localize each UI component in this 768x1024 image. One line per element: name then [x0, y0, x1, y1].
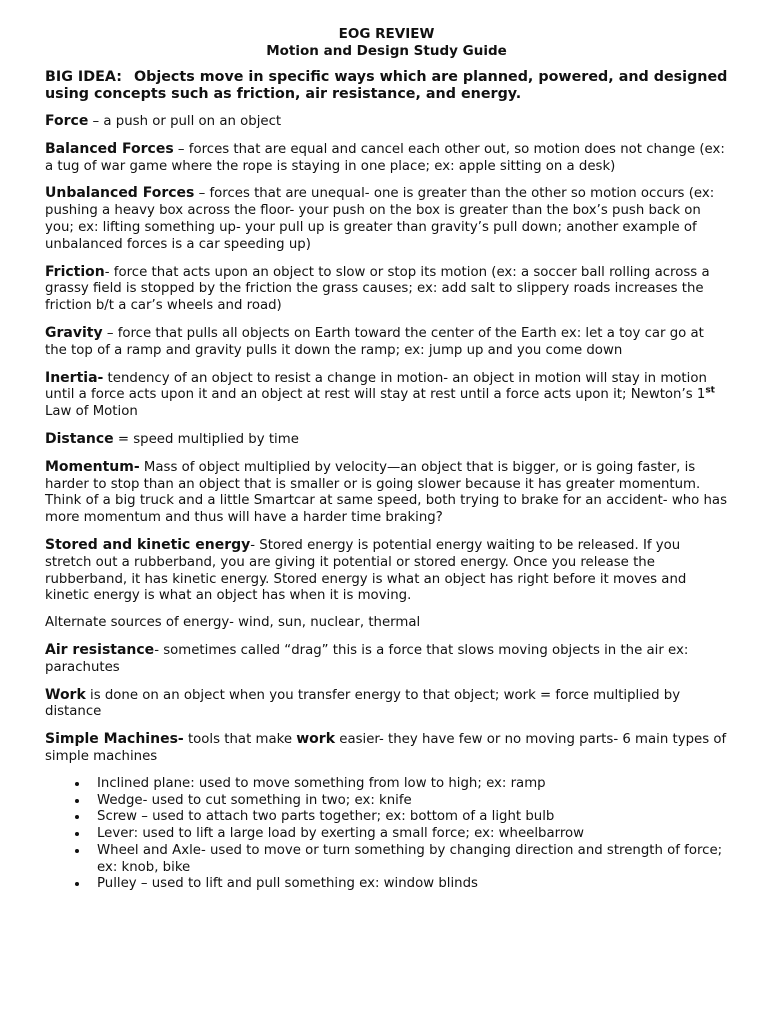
list-item: • Wheel and Axle- used to move or turn something by changing direction and strength of force; ex: knob, bike — [89, 843, 728, 877]
definition-stored-kinetic-energy-text: - Stored energy is potential energy waiting to be released. If you stretch out a rubberband, you are giving it potential or stored energy. Once you release the rubberband, it has kinetic energy. Stored energy is what an object has right before it moves and kinetic energy is what an object has when it is moving. — [45, 537, 687, 604]
list-item: • Lever: used to lift a large load by exerting a small force; ex: wheelbarrow — [89, 826, 728, 843]
term-distance: Distance — [45, 430, 114, 447]
list-item: • Screw – used to attach two parts together; ex: bottom of a light bulb — [89, 809, 728, 826]
definition-balanced-forces — [45, 141, 728, 176]
definition-force — [45, 113, 728, 131]
term-stored-kinetic-energy: Stored and kinetic energy — [45, 536, 251, 553]
definition-friction-text: - force that acts upon an object to slow or stop its motion (ex: a soccer ball rolling across a grassy field is stopped by the friction the grass causes; ex: add salt to slippery roads increases the friction b/t a car’s wheels and road) — [45, 264, 710, 314]
document-header — [45, 26, 728, 60]
definition-unbalanced-forces-text: – forces that are unequal- one is greater than the other so motion occurs (ex: pushing a heavy box across the floor- your push on the box is greater than the box’s push back on you; ex: lifting something up- your pull up is greater than gravity’s pull down; another example of unbalanced forces is a car speeding up) — [45, 186, 715, 252]
term-inertia: Inertia- — [45, 369, 104, 386]
definition-gravity — [45, 325, 728, 360]
definition-simple-machines-text: tools that make — [183, 732, 297, 748]
definition-distance — [45, 431, 728, 449]
definition-air-resistance — [45, 642, 728, 677]
definition-gravity-text: – force that pulls all objects on Earth toward the center of the Earth ex: let a toy car go at the top of a ramp and gravity pulls it down the ramp; ex: jump up and you come down — [45, 325, 704, 358]
term-momentum: Momentum- — [45, 458, 140, 475]
term-air-resistance: Air resistance — [45, 641, 155, 658]
definition-distance-text: = speed multiplied by time — [113, 431, 299, 447]
term-friction: Friction — [45, 263, 105, 280]
definition-balanced-forces-text: – forces that are equal and cancel each other out, so motion does not change (ex: a tug of war game where the rope is staying in one place; ex: apple sitting on a desk) — [45, 141, 725, 174]
document-subtitle: Motion and Design Study Guide — [266, 43, 507, 59]
definition-inertia-text: tendency of an object to resist a change in motion- an object in motion will stay in motion until a force acts upon it and an object at rest will stay at rest until a force acts upon it; Newton’s 1 — [45, 370, 707, 403]
definition-unbalanced-forces — [45, 185, 728, 253]
term-gravity: Gravity — [45, 324, 103, 341]
document-title: EOG REVIEW — [338, 26, 435, 42]
list-item: • Inclined plane: used to move something from low to high; ex: ramp — [89, 776, 728, 793]
big-idea-label: BIG IDEA: — [45, 69, 122, 85]
definition-inertia-text-after: Law of Motion — [45, 404, 138, 420]
list-item: • Pulley – used to lift and pull something ex: window blinds — [89, 876, 728, 893]
definition-momentum — [45, 459, 728, 527]
definition-work-text: is done on an object when you transfer energy to that object; work = force multiplied by distance — [45, 687, 681, 720]
term-unbalanced-forces: Unbalanced Forces — [45, 185, 195, 202]
ordinal-superscript: st — [705, 385, 715, 396]
term-force: Force — [45, 113, 89, 129]
definition-work — [45, 687, 728, 722]
big-idea-text: Objects move in specific ways which are planned, powered, and designed using concepts such as friction, air resistance, and energy. — [45, 69, 728, 102]
term-simple-machines: Simple Machines- — [45, 731, 184, 748]
big-idea — [45, 69, 728, 103]
definition-simple-machines-text-after: easier- they have few or no moving parts- 6 main types of simple machines — [45, 732, 727, 764]
term-work-inline: work — [296, 731, 336, 748]
definition-momentum-text: Mass of object multiplied by velocity—an object that is bigger, or is going faster, is harder to stop than an object that is smaller or is going slower because it has greater momentum. Think of a big truck and a little Smartcar at same speed, both trying to brake for an accident- who has more momentum and thus will have a harder time braking? — [45, 459, 727, 526]
alternate-energy-sources: Alternate sources of energy- wind, sun, nuclear, thermal — [45, 615, 421, 631]
definition-friction — [45, 264, 728, 315]
term-work: Work — [45, 686, 86, 703]
simple-machines-list — [45, 776, 728, 894]
definition-inertia — [45, 370, 728, 421]
term-balanced-forces: Balanced Forces — [45, 140, 174, 157]
definition-simple-machines — [45, 731, 728, 766]
definition-stored-kinetic-energy — [45, 537, 728, 605]
list-item: • Wedge- used to cut something in two; ex: knife — [89, 793, 728, 810]
definition-force-text: – a push or pull on an object — [88, 114, 282, 129]
definition-air-resistance-text: - sometimes called “drag” this is a force that slows moving objects in the air ex: parachutes — [45, 642, 689, 675]
